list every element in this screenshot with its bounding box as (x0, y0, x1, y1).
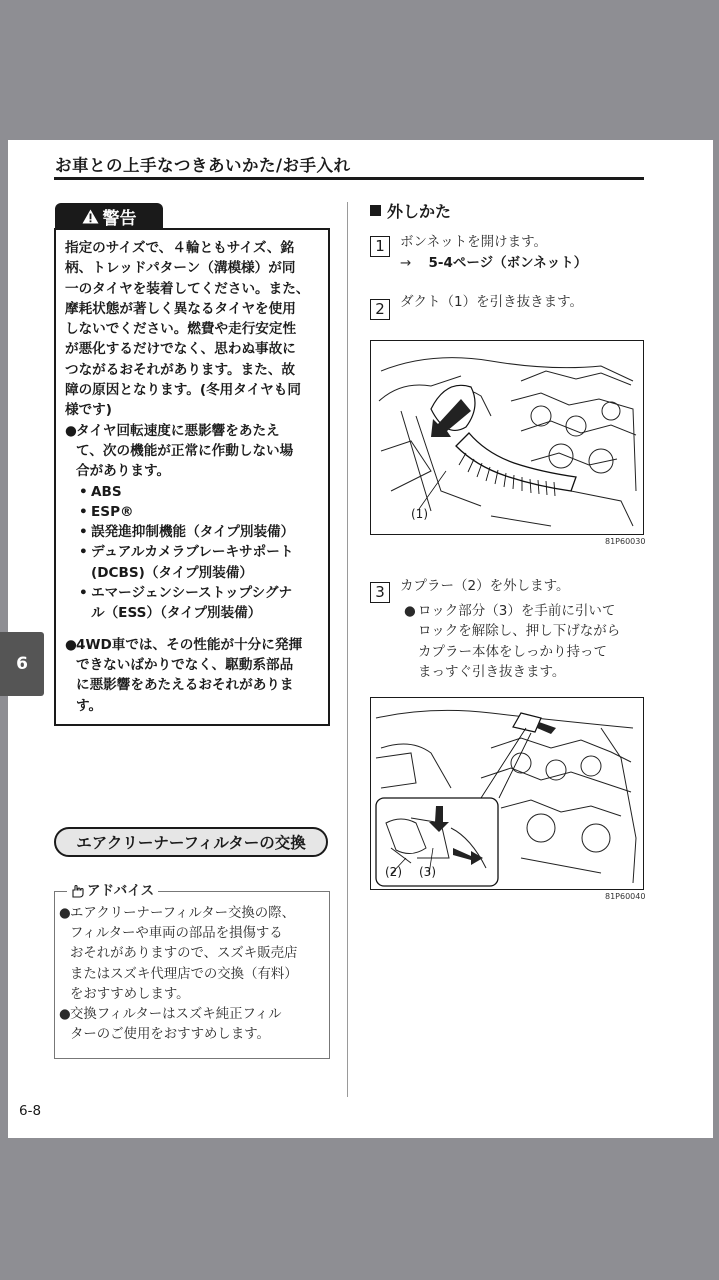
warning-line: 様です) (65, 402, 112, 419)
arrow-right-icon: → (400, 254, 412, 271)
warning-label: 警告 (102, 208, 137, 229)
warning-subitem: • ESP® (65, 502, 320, 522)
engine-illustration-1 (371, 341, 643, 534)
advice-line: をおすすめします。 (70, 986, 190, 1002)
engine-figure-1 (370, 340, 644, 535)
step-text-line: ボンネットを開けます。 (400, 234, 548, 250)
warning-line: 障の原因となります。(冬用タイヤも同 (65, 382, 301, 399)
warning-box (54, 228, 330, 726)
warning-line: て、次の機能が正常に作動しない場 (76, 442, 294, 459)
subitem-text: 誤発進抑制機能（タイプ別装備） (91, 524, 295, 541)
warning-subitem: • ABS (65, 482, 320, 502)
advice-line: フィルターや車両の部品を損傷する (70, 926, 283, 942)
pointing-hand-icon (71, 884, 85, 898)
advice-line: エアクリーナーフィルター交換の際、 (70, 906, 295, 921)
bullet-dot: ● (65, 422, 77, 439)
step-number: 2 (370, 299, 390, 320)
advice-label-text: アドバイス (87, 883, 155, 899)
step-sub-line: ロックを解除し、押し下げながら (418, 623, 621, 639)
section-title: エアクリーナーフィルターの交換 (54, 827, 328, 857)
warning-line: に悪影響をあたえるおそれがありま (76, 677, 294, 694)
advice-box (54, 883, 330, 1059)
step-sub-line: ロック部分（3）を手前に引いて (418, 602, 616, 619)
figure-callout: (2) (385, 865, 402, 879)
subitem-text: デュアルカメラブレーキサポート (91, 544, 294, 561)
subitem-text: エマージェンシーストップシグナ (91, 585, 293, 602)
step-3-subitem (400, 601, 620, 683)
warning-subitem: • エマージェンシーストップシグナ ル（ESS）（タイプ別装備） (65, 583, 320, 624)
warning-line: しないでください。燃費や走行安定性 (65, 321, 297, 338)
subitem-text: (DCBS)（タイプ別装備） (91, 564, 253, 581)
step-text-line: カプラー（2）を外します。 (400, 578, 570, 594)
figure-code: 81P60030 (605, 537, 646, 546)
subitem-text: ル（ESS）（タイプ別装備） (91, 605, 262, 622)
warning-line: 摩耗状態が著しく異なるタイヤを使用 (65, 300, 296, 317)
warning-line: つながるおそれがあります。また、故 (65, 361, 296, 378)
advice-item: ● エアクリーナーフィルター交換の際、 フィルターや車両の部品を損傷する おそれがありますので、スズキ販売店 またはスズキ代理店での交換（有料） をおすすめします。 (59, 904, 323, 1005)
advice-line: おそれがありますので、スズキ販売店 (70, 946, 298, 962)
manual-page (8, 140, 713, 1138)
page-header-title: お車との上手なつきあいかた/お手入れ (55, 156, 351, 175)
removal-heading-text: 外しかた (387, 202, 452, 221)
bullet-dot: ● (404, 602, 416, 619)
advice-line: 交換フィルターはスズキ純正フィル (70, 1007, 282, 1023)
subitem-text: ESP® (91, 503, 134, 520)
page-number: 6-8 (19, 1103, 42, 1119)
figure-callout: (3) (419, 865, 436, 879)
warning-subitem: • デュアルカメラブレーキサポート (DCBS)（タイプ別装備） (65, 542, 320, 583)
step-sub-line: まっすぐ引き抜きます。 (418, 664, 566, 680)
warning-line: できないばかりでなく、駆動系部品 (76, 656, 294, 673)
warning-line: 一のタイヤを装着してください。また、 (65, 280, 310, 297)
step-1-text (400, 232, 587, 273)
removal-heading (370, 199, 451, 222)
header-rule (54, 177, 644, 180)
chapter-tab: 6 (0, 632, 44, 696)
bullet-dot: ● (65, 636, 77, 653)
column-divider (347, 202, 348, 1097)
engine-figure-2 (370, 697, 644, 890)
step-3-text (400, 576, 620, 683)
subitem-text: ABS (91, 483, 122, 500)
advice-line: ターのご使用をおすすめします。 (70, 1027, 270, 1043)
step-text-line: ダクト（1）を引き抜きます。 (400, 294, 584, 310)
warning-line: タイヤ回転速度に悪影響をあたえ (76, 422, 280, 439)
warning-line: 合があります。 (76, 463, 171, 480)
warning-line: す。 (76, 697, 103, 714)
warning-bullet (65, 635, 320, 716)
warning-line: 柄、トレッドパターン（溝模様）が同 (65, 260, 296, 277)
square-bullet-icon (370, 205, 381, 216)
advice-item: ● 交換フィルターはスズキ純正フィル ターのご使用をおすすめします。 (59, 1005, 323, 1045)
warning-line: 4WD車では、その性能が十分に発揮 (76, 636, 303, 653)
warning-bullet (65, 421, 320, 482)
figure-code: 81P60040 (605, 892, 646, 901)
warning-line: 指定のサイズで、４輪ともサイズ、銘 (65, 240, 295, 256)
figure-callout: (1) (411, 507, 428, 521)
advice-line: またはスズキ代理店での交換（有料） (70, 966, 298, 982)
step-number: 1 (370, 236, 390, 257)
warning-subitem: • 誤発進抑制機能（タイプ別装備） (65, 522, 320, 542)
engine-illustration-2 (371, 698, 643, 889)
warning-line: が悪化するだけでなく、思わぬ事故に (65, 341, 296, 358)
warning-tab (55, 203, 163, 229)
warning-triangle-icon (82, 209, 99, 224)
advice-label (67, 881, 158, 901)
step-reference (400, 253, 587, 274)
page-reference-link[interactable]: 5-4ページ（ボンネット） (428, 254, 588, 271)
step-number: 3 (370, 582, 390, 603)
step-sub-line: カプラー本体をしっかり持って (418, 643, 607, 660)
